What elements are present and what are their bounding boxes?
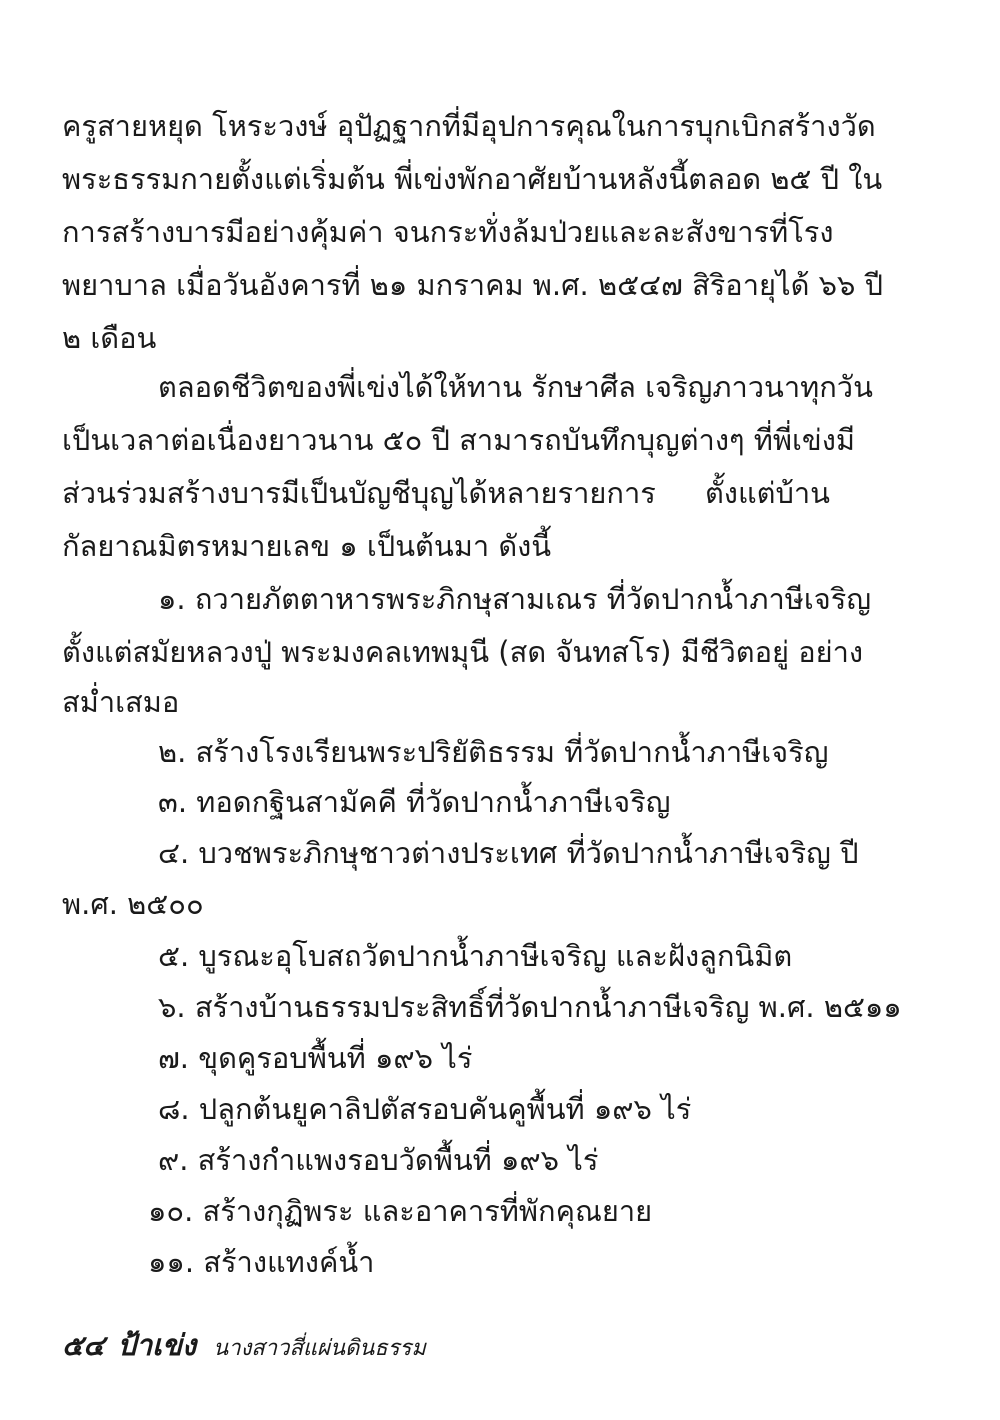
list-item: ๑๑. สร้างแทงค์น้ำ bbox=[148, 1245, 375, 1279]
list-item-continuation: สม่ำเสมอ bbox=[62, 685, 180, 719]
page-number: ๕๔ bbox=[62, 1329, 105, 1362]
list-item: ๗. ขุดคูรอบพื้นที่ ๑๙๖ ไร่ bbox=[158, 1041, 473, 1075]
paragraph-line: เป็นเวลาต่อเนื่องยาวนาน ๕๐ ปี สามารถบันทึกบุญต่างๆ ที่พี่เข่งมี bbox=[62, 423, 856, 457]
page-footer bbox=[62, 1322, 426, 1368]
list-item: ๖. สร้างบ้านธรรมประสิทธิ์ที่วัดปากน้ำภาษีเจริญ พ.ศ. ๒๕๑๑ bbox=[158, 990, 902, 1024]
book-title: ป้าเข่ง bbox=[117, 1328, 197, 1362]
book-subtitle: นางสาวสี่แผ่นดินธรรม bbox=[213, 1336, 426, 1361]
paragraph-line: ตลอดชีวิตของพี่เข่งได้ให้ทาน รักษาศีล เจริญภาวนาทุกวัน bbox=[158, 370, 873, 404]
paragraph-line: พยาบาล เมื่อวันอังคารที่ ๒๑ มกราคม พ.ศ. ๒๕๔๗ สิริอายุได้ ๖๖ ปี bbox=[62, 268, 884, 302]
list-item: ๑๐. สร้างกุฏิพระ และอาคารที่พักคุณยาย bbox=[148, 1194, 653, 1228]
list-item: ๑. ถวายภัตตาหารพระภิกษุสามเณร ที่วัดปากน้ำภาษีเจริญ bbox=[158, 582, 872, 616]
paragraph-line: พระธรรมกายตั้งแต่เริ่มต้น พี่เข่งพักอาศัยบ้านหลังนี้ตลอด ๒๕ ปี ใน bbox=[62, 162, 883, 196]
list-item: ๓. ทอดกฐินสามัคคี ที่วัดปากน้ำภาษีเจริญ bbox=[158, 785, 671, 819]
list-item-continuation: พ.ศ. ๒๕๐๐ bbox=[62, 887, 204, 921]
list-item: ๕. บูรณะอุโบสถวัดปากน้ำภาษีเจริญ และฝังลูกนิมิต bbox=[158, 939, 793, 973]
paragraph-line: การสร้างบารมีอย่างคุ้มค่า จนกระทั่งล้มป่วยและละสังขารที่โรง bbox=[62, 215, 834, 249]
list-item: ๔. บวชพระภิกษุชาวต่างประเทศ ที่วัดปากน้ำภาษีเจริญ ปี bbox=[158, 836, 859, 870]
list-item: ๙. สร้างกำแพงรอบวัดพื้นที่ ๑๙๖ ไร่ bbox=[158, 1143, 599, 1177]
paragraph-line: ครูสายหยุด โหระวงษ์ อุปัฏฐากที่มีอุปการคุณในการบุกเบิกสร้างวัด bbox=[62, 109, 876, 143]
paragraph-line: กัลยาณมิตรหมายเลข ๑ เป็นต้นมา ดังนี้ bbox=[62, 529, 552, 563]
list-item: ๒. สร้างโรงเรียนพระปริยัติธรรม ที่วัดปากน้ำภาษีเจริญ bbox=[158, 735, 829, 769]
paragraph-line: ส่วนร่วมสร้างบารมีเป็นบัญชีบุญได้หลายรายการ ตั้งแต่บ้าน bbox=[62, 476, 830, 510]
paragraph-line: ๒ เดือน bbox=[62, 321, 157, 355]
list-item-continuation: ตั้งแต่สมัยหลวงปู่ พระมงคลเทพมุนี (สด จันทสโร) มีชีวิตอยู่ อย่าง bbox=[62, 635, 864, 669]
list-item: ๘. ปลูกต้นยูคาลิปตัสรอบคันคูพื้นที่ ๑๙๖ ไร่ bbox=[158, 1092, 692, 1126]
